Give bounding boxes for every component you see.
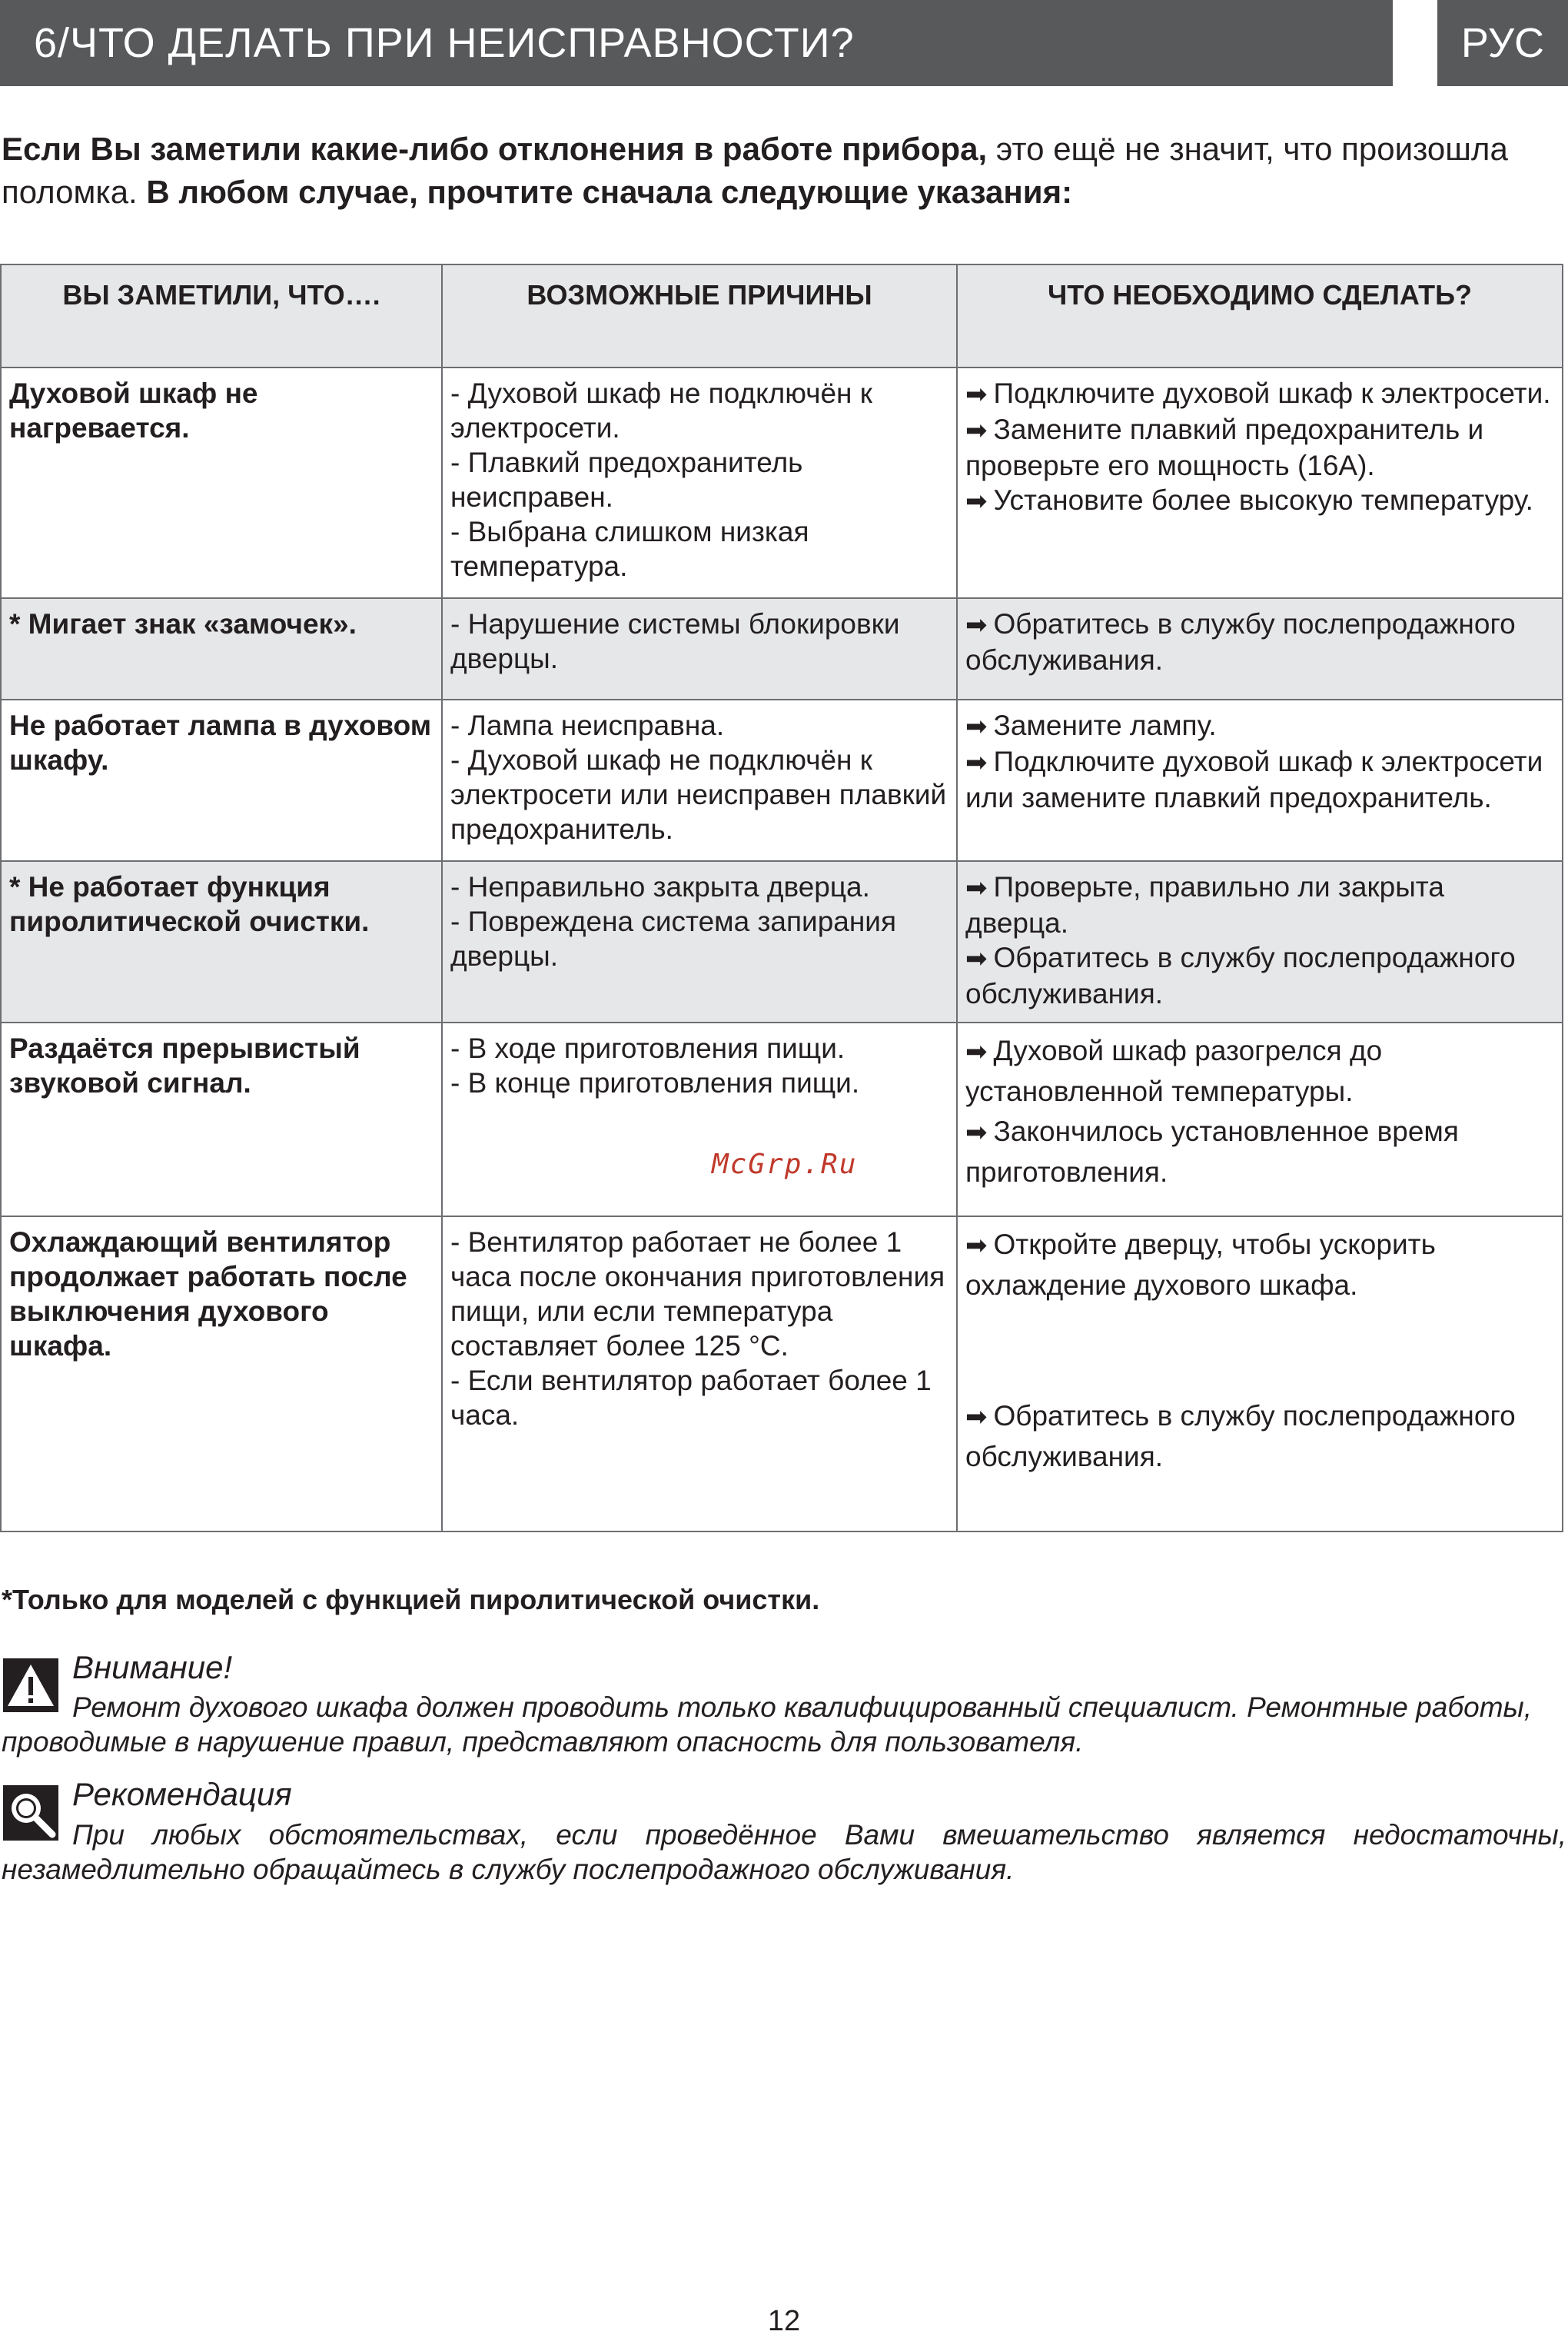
action-text: Подключите духовой шкаф к электросети или замените плавкий предохранитель. — [965, 746, 1543, 813]
causes-cell — [442, 1023, 957, 1216]
arrow-right-icon: ➡ — [965, 416, 988, 445]
arrow-right-icon: ➡ — [965, 487, 988, 516]
action-text: Замените лампу. — [993, 710, 1217, 741]
action-item — [965, 412, 1554, 483]
arrow-right-icon: ➡ — [965, 1118, 988, 1147]
language-label: РУС — [1460, 20, 1545, 66]
actions-cell — [957, 598, 1563, 700]
symptom-cell: Не работает лампа в духовом шкафу. — [1, 700, 442, 861]
recommendation-text: При любых обстоятельствах, если проведённое Вами вмешательство является недостаточны, незамедлительно обращайтесь в службу послепродажного обслуживания. — [2, 1819, 1566, 1885]
action-item — [965, 607, 1554, 677]
cause-item: - Если вентилятор работает более 1 часа. — [450, 1365, 932, 1431]
arrow-right-icon: ➡ — [965, 944, 988, 973]
action-item — [965, 870, 1554, 940]
table-row — [1, 700, 1563, 861]
arrow-right-icon: ➡ — [965, 380, 988, 409]
recommendation-title: Рекомендация — [72, 1776, 292, 1812]
arrow-right-icon: ➡ — [965, 1037, 988, 1066]
symptom-cell: Раздаётся прерывистый звуковой сигнал. — [1, 1023, 442, 1216]
action-item — [965, 1396, 1554, 1477]
cause-item: - Духовой шкаф не подключён к электросети. — [450, 377, 872, 444]
intro-paragraph — [2, 128, 1554, 214]
action-text: Обратитесь в службу послепродажного обслуживания. — [965, 942, 1516, 1009]
action-text: Закончилось установленное время приготовления. — [965, 1116, 1459, 1188]
action-item — [965, 744, 1554, 815]
action-text: Откройте дверцу, чтобы ускорить охлаждение духового шкафа. — [965, 1229, 1436, 1301]
table-row — [1, 598, 1563, 700]
symptom-cell: Охлаждающий вентилятор продолжает работать после выключения духового шкафа. — [1, 1216, 442, 1532]
cause-item: - Повреждена система запирания дверцы. — [450, 906, 896, 972]
symptom-cell: * Не работает функция пиролитической очистки. — [1, 861, 442, 1023]
cause-item: - В ходе приготовления пищи. — [450, 1033, 845, 1064]
column-header-causes: ВОЗМОЖНЫЕ ПРИЧИНЫ — [442, 264, 957, 367]
column-header-actions: ЧТО НЕОБХОДИМО СДЕЛАТЬ? — [957, 264, 1563, 367]
table-row — [1, 1216, 1563, 1532]
warning-text: Ремонт духового шкафа должен проводить только квалифицированный специалист. Ремонтные работы, проводимые в нарушение правил, представляют опасность для пользователя. — [2, 1691, 1533, 1758]
intro-normal: это ещё не значит, что произошла поломка. — [2, 131, 1508, 210]
action-text: Обратитесь в службу послепродажного обслуживания. — [965, 608, 1516, 676]
arrow-right-icon: ➡ — [965, 1231, 988, 1260]
troubleshooting-table — [0, 264, 1563, 1532]
arrow-right-icon: ➡ — [965, 1402, 988, 1432]
cause-item: - Духовой шкаф не подключён к электросети или неисправен плавкий предохранитель. — [450, 744, 947, 845]
table-row — [1, 861, 1563, 1023]
page-number: 12 — [767, 2305, 801, 2337]
arrow-right-icon: ➡ — [965, 748, 988, 777]
cause-item: - Выбрана слишком низкая температура. — [450, 516, 809, 582]
action-item — [965, 1112, 1554, 1192]
action-text: Проверьте, правильно ли закрыта дверца. — [965, 871, 1444, 939]
action-text: Духовой шкаф разогрелся до установленной температуры. — [965, 1035, 1383, 1107]
section-header — [0, 0, 1393, 86]
causes-cell — [442, 861, 957, 1023]
action-text: Установите более высокую температуру. — [993, 484, 1533, 516]
language-badge — [1437, 0, 1568, 86]
cause-item: - В конце приготовления пищи. — [450, 1067, 860, 1099]
action-text: Замените плавкий предохранитель и проверьте его мощность (16А). — [965, 414, 1484, 481]
table-row — [1, 367, 1563, 598]
section-title: 6/ЧТО ДЕЛАТЬ ПРИ НЕИСПРАВНОСТИ? — [34, 20, 855, 66]
actions-cell — [957, 700, 1563, 861]
action-item — [965, 1225, 1554, 1305]
action-item — [965, 483, 1554, 519]
action-item — [965, 1031, 1554, 1112]
action-item — [965, 376, 1554, 412]
causes-cell — [442, 598, 957, 700]
actions-cell — [957, 1023, 1563, 1216]
intro-bold-1: Если Вы заметили какие-либо отклонения в работе прибора, — [2, 131, 988, 167]
actions-cell — [957, 1216, 1563, 1532]
watermark: McGrp.Ru — [712, 1149, 858, 1180]
causes-cell — [442, 700, 957, 861]
warning-title: Внимание! — [72, 1649, 233, 1685]
cause-item: - Нарушение системы блокировки дверцы. — [450, 608, 900, 674]
table-header-row — [1, 264, 1563, 367]
arrow-right-icon: ➡ — [965, 712, 988, 741]
action-item — [965, 708, 1554, 744]
actions-cell — [957, 367, 1563, 598]
arrow-right-icon: ➡ — [965, 610, 988, 640]
causes-cell — [442, 367, 957, 598]
arrow-right-icon: ➡ — [965, 873, 988, 903]
table-row — [1, 1023, 1563, 1216]
action-item — [965, 940, 1554, 1011]
symptom-cell: * Мигает знак «замочек». — [1, 598, 442, 700]
action-text: Подключите духовой шкаф к электросети. — [993, 377, 1551, 409]
cause-item: - Вентилятор работает не более 1 часа после окончания приготовления пищи, или если температура составляет более 125 °С. — [450, 1226, 945, 1362]
intro-bold-2: В любом случае, прочтите сначала следующие указания: — [146, 174, 1073, 210]
footnote: *Только для моделей с функцией пиролитической очистки. — [2, 1584, 820, 1615]
cause-item: - Неправильно закрыта дверца. — [450, 871, 870, 903]
cause-item: - Плавкий предохранитель неисправен. — [450, 447, 803, 513]
symptom-cell: Духовой шкаф не нагревается. — [1, 367, 442, 598]
actions-cell — [957, 861, 1563, 1023]
cause-item: - Лампа неисправна. — [450, 710, 725, 741]
column-header-symptom: ВЫ ЗАМЕТИЛИ, ЧТО…. — [1, 264, 442, 367]
causes-cell — [442, 1216, 957, 1532]
action-text: Обратитесь в службу послепродажного обслуживания. — [965, 1400, 1516, 1472]
